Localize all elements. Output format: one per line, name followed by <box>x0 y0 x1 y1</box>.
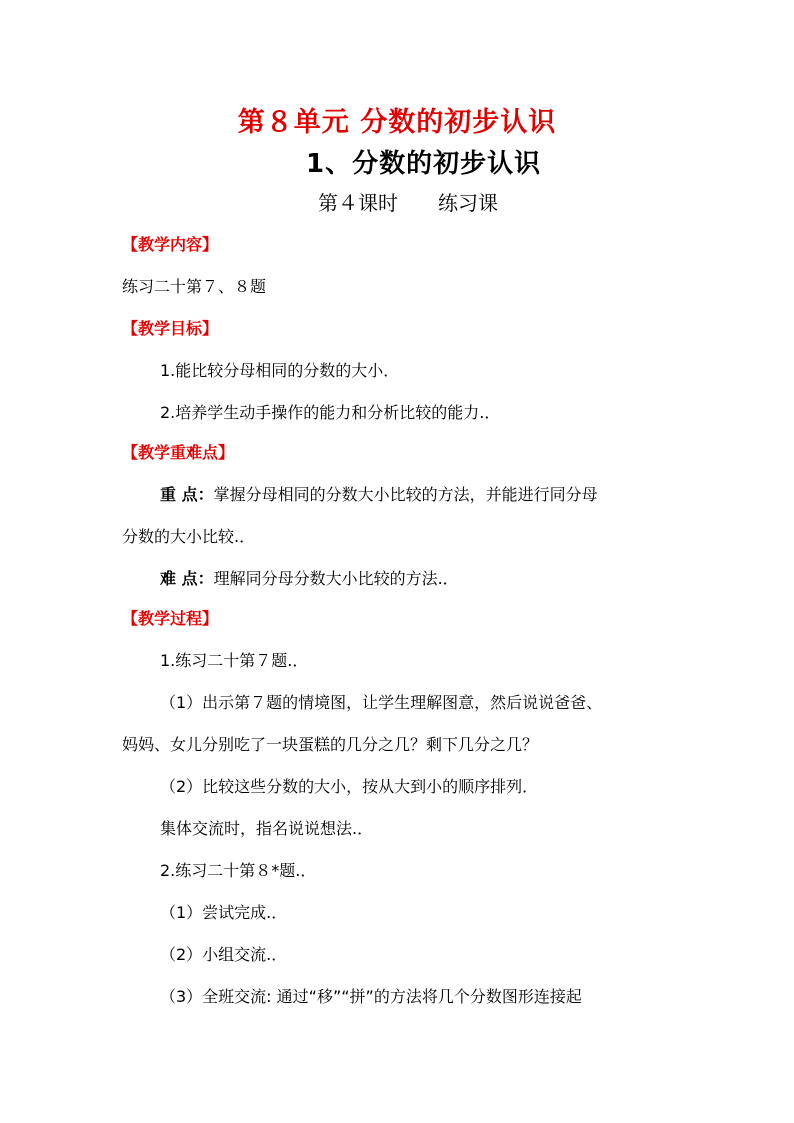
lesson-line <box>318 187 498 216</box>
unit-title: 第８单元 分数的初步认识 <box>237 107 557 138</box>
process-line: （3）全班交流: 通过“移”“拼”的方法将几个分数图形连接起 <box>160 987 582 1006</box>
lesson-type: 练习课 <box>438 191 498 215</box>
process-line: （2）小组交流.． <box>160 945 288 964</box>
goals-heading: 【教学目标】 <box>122 319 219 338</box>
process-line: （2）比较这些分数的大小，按从大到小的顺序排列． <box>160 777 539 796</box>
key-point-line <box>160 482 598 505</box>
key-point-text: 掌握分母相同的分数大小比较的方法，并能进行同分母 <box>213 485 598 504</box>
section-title: 1、分数的初步认识 <box>306 149 542 179</box>
key-point-label: 重 点： <box>160 485 214 504</box>
process-line: 2.练习二十第８*题.． <box>160 861 317 880</box>
process-line: 妈妈、女儿分别吃了一块蛋糕的几分之几？剩下几分之几？ <box>122 735 539 754</box>
process-line: 1.练习二十第７题.． <box>160 651 309 670</box>
difficult-point-text: 理解同分母分数大小比较的方法.． <box>213 569 459 588</box>
process-line: 集体交流时，指名说说想法.． <box>160 819 374 838</box>
keypoints-heading: 【教学重难点】 <box>122 443 235 462</box>
process-line: （1）尝试完成.． <box>160 903 288 922</box>
goal-item: 2.培养学生动手操作的能力和分析比较的能力.． <box>160 403 501 422</box>
difficult-point-label: 难 点： <box>160 569 214 588</box>
content-heading: 【教学内容】 <box>122 235 219 254</box>
key-point-continued: 分数的大小比较.． <box>122 527 256 546</box>
difficult-point-line <box>160 566 459 589</box>
goal-item: 1.能比较分母相同的分数的大小． <box>160 361 400 380</box>
process-heading: 【教学过程】 <box>122 609 219 628</box>
process-line: （1）出示第７题的情境图，让学生理解图意，然后说说爸爸、 <box>160 693 603 712</box>
content-text: 练习二十第７、８题 <box>122 277 267 296</box>
lesson-period: 第４课时 <box>318 191 398 215</box>
